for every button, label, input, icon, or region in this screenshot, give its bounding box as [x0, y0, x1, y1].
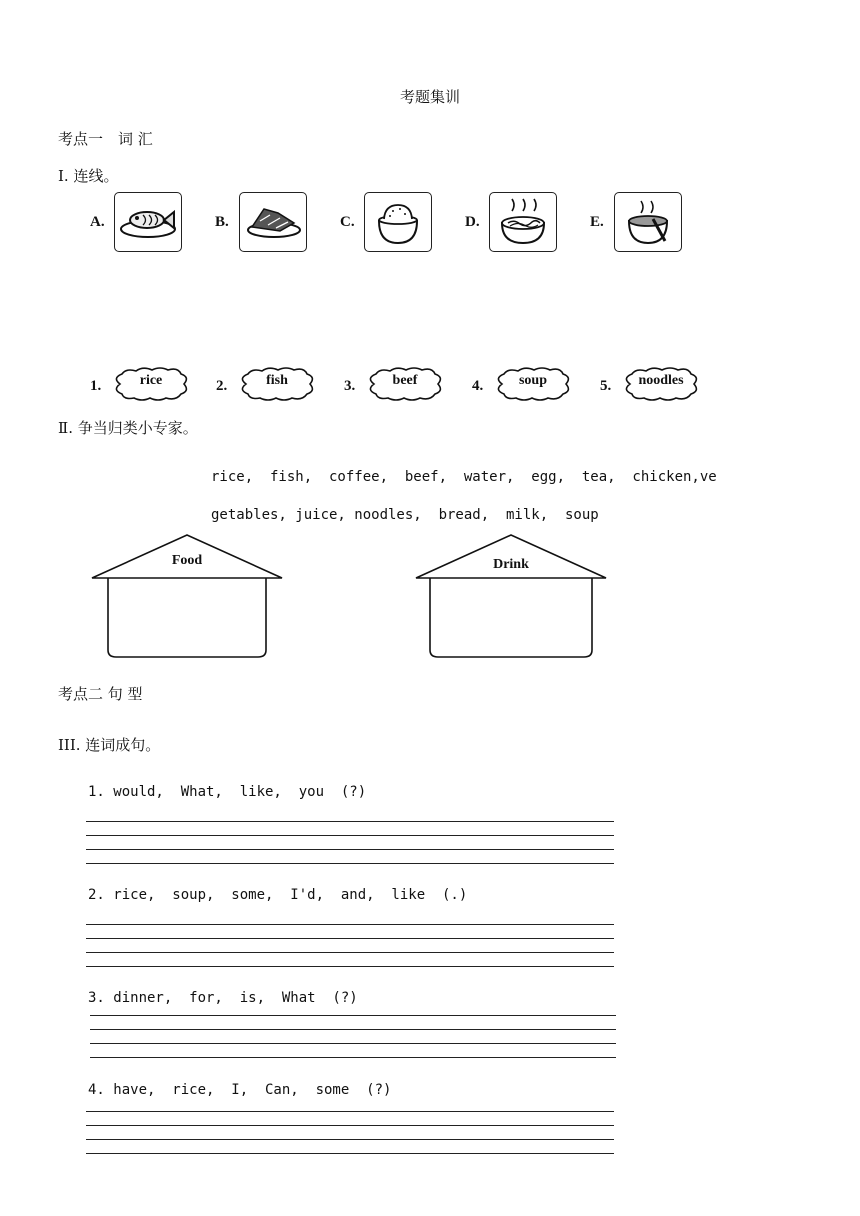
section2-heading: 考点二 句 型 — [58, 685, 143, 703]
picture-letter: D. — [465, 214, 480, 230]
house-label-drink: Drink — [493, 557, 529, 572]
soup-bowl-icon — [614, 192, 682, 252]
question-1: 1. would, What, like, you (?) — [88, 784, 367, 800]
house-outline — [414, 532, 608, 660]
food-house — [90, 532, 284, 660]
answer-lines-4[interactable] — [86, 1111, 614, 1155]
word-number: 5. — [600, 378, 612, 394]
section1-heading: 考点一 词 汇 — [58, 130, 153, 148]
word-label: soup — [518, 373, 548, 388]
picture-letter: A. — [90, 214, 105, 230]
word-number: 2. — [216, 378, 228, 394]
word-label: noodles — [638, 373, 684, 388]
noodles-bowl-icon — [489, 192, 557, 252]
word-label: beef — [392, 373, 418, 388]
word-number: 1. — [90, 378, 102, 394]
answer-lines-2[interactable] — [86, 924, 614, 968]
answer-lines-1[interactable] — [86, 821, 614, 865]
wordbank-line-1: rice, fish, coffee, beef, water, egg, tea, chicken,ve — [211, 469, 717, 485]
part1-heading: Ⅰ. 连线。 — [58, 167, 119, 185]
drink-house — [414, 532, 608, 660]
house-outline — [90, 532, 284, 660]
rice-bowl-icon — [364, 192, 432, 252]
beef-dish-icon — [239, 192, 307, 252]
word-number: 4. — [472, 378, 484, 394]
part3-heading: III. 连词成句。 — [58, 736, 161, 754]
picture-letter: B. — [215, 214, 229, 230]
picture-letter: C. — [340, 214, 355, 230]
word-row — [90, 366, 730, 406]
picture-letter: E. — [590, 214, 604, 230]
picture-row — [90, 192, 710, 256]
page-title: 考题集训 — [399, 88, 460, 106]
wordbank-line-2: getables, juice, noodles, bread, milk, soup — [211, 507, 599, 523]
question-2: 2. rice, soup, some, I'd, and, like (.) — [88, 887, 468, 903]
house-label-food: Food — [171, 553, 203, 568]
question-4: 4. have, rice, I, Can, some (?) — [88, 1082, 392, 1098]
word-label: rice — [139, 373, 163, 388]
question-3: 3. dinner, for, is, What (?) — [88, 990, 358, 1006]
part2-heading: Ⅱ. 争当归类小专家。 — [58, 419, 198, 437]
word-label: fish — [266, 373, 288, 388]
word-number: 3. — [344, 378, 356, 394]
answer-lines-3[interactable] — [90, 1015, 616, 1059]
fish-dish-icon — [114, 192, 182, 252]
